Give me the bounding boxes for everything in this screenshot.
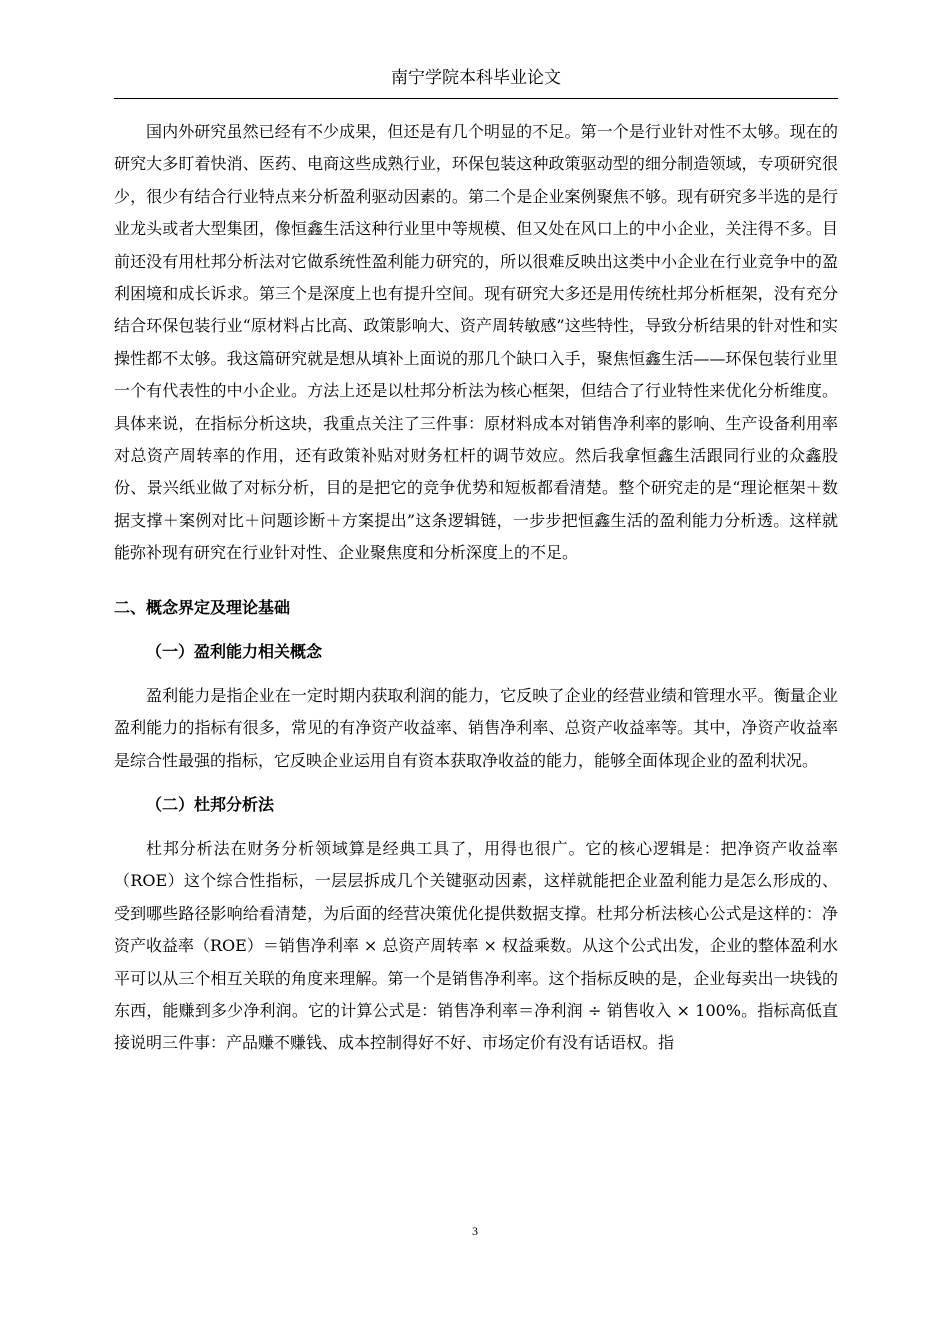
running-header: 南宁学院本科毕业论文 [391,68,561,88]
header-divider [114,98,838,99]
page-body [114,116,838,1060]
subsection-heading: （二）杜邦分析法 [146,794,275,814]
body-paragraph: 杜邦分析法在财务分析领域算是经典工具了，用得也很广。它的核心逻辑是：把净资产收益率（ROE）这个综合性指标，一层层拆成几个关键驱动因素，这样就能把企业盈利能力是怎么形成的、受到哪些路径影响给看清楚，为后面的经营决策优化提供数据支撑。杜邦分析法核心公式是这样的：净资产收益率（ROE）＝销售净利率 × 总资产周转率 × 权益乘数。从这个公式出发，企业的整体盈利水平可以从三个相互关联的角度来理解。第一个是销售净利率。这个指标反映的是，企业每卖出一块钱的东西，能赚到多少净利润。它的计算公式是：销售净利率＝净利润 ÷ 销售收入 × 100%。指标高低直接说明三件事：产品赚不赚钱、成本控制得好不好、市场定价有没有话语权。指 [114,838,839,1053]
section-heading: 二、概念界定及理论基础 [114,597,291,617]
body-paragraph: 国内外研究虽然已经有不少成果，但还是有几个明显的不足。第一个是行业针对性不太够。现在的研究大多盯着快消、医药、电商这些成熟行业，环保包装这种政策驱动型的细分制造领域，专项研究很少，很少有结合行业特点来分析盈利驱动因素的。第二个是企业案例聚焦不够。现有研究多半选的是行业龙头或者大型集团，像恒鑫生活这种行业里中等规模、但又处在风口上的中小企业，关注得不多。目前还没有用杜邦分析法对它做系统性盈利能力研究的，所以很难反映出这类中小企业在行业竞争中的盈利困境和成长诉求。第三个是深度上也有提升空间。现有研究大多还是用传统杜邦分析框架，没有充分结合环保包装行业“原材料占比高、政策影响大、资产周转敏感”这些特性，导致分析结果的针对性和实操性都不太够。我这篇研究就是想从填补上面说的那几个缺口入手，聚焦恒鑫生活——环保包装行业里一个有代表性的中小企业。方法上还是以杜邦分析法为核心框架，但结合了行业特性来优化分析维度。具体来说，在指标分析这块，我重点关注了三件事：原材料成本对销售净利率的影响、生产设备利用率对总资产周转率的作用，还有政策补贴对财务杠杆的调节效应。然后我拿恒鑫生活跟同行业的众鑫股份、景兴纸业做了对标分析，目的是把它的竞争优势和短板都看清楚。整个研究走的是“理论框架＋数据支撑＋案例对比＋问题诊断＋方案提出”这条逻辑链，一步步把恒鑫生活的盈利能力分析透。这样就能弥补现有研究在行业针对性、企业聚焦度和分析深度上的不足。 [114,122,838,563]
body-paragraph: 盈利能力是指企业在一定时期内获取利润的能力，它反映了企业的经营业绩和管理水平。衡量企业盈利能力的指标有很多，常见的有净资产收益率、销售净利率、总资产收益率等。其中，净资产收益率是综合性最强的指标，它反映企业运用自有资本获取净收益的能力，能够全面体现企业的盈利状况。 [114,685,838,770]
page-number: 3 [472,1224,478,1238]
subsection-heading: （一）盈利能力相关概念 [146,641,323,661]
